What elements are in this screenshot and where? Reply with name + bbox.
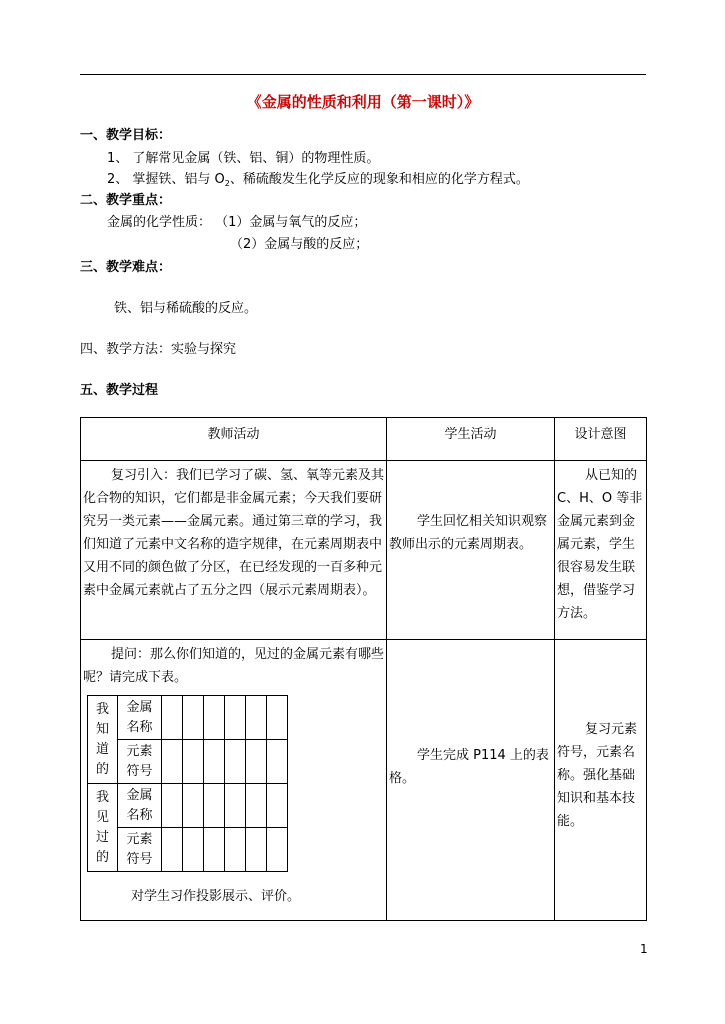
key-point-1: 金属的化学性质： （1）金属与氧气的反应； [107,215,367,230]
blank-cell[interactable] [267,784,288,828]
blank-cell[interactable] [246,740,267,784]
blank-cell[interactable] [183,828,204,872]
method-line: 四、教学方法：实验与探究 [80,342,237,357]
blank-cell[interactable] [183,696,204,740]
blank-cell[interactable] [225,828,246,872]
blank-cell[interactable] [204,828,225,872]
blank-cell[interactable] [204,740,225,784]
header-intent: 设计意图 [555,418,647,461]
document-title: 《金属的性质和利用（第一课时）》 [246,93,480,111]
blank-cell[interactable] [162,828,183,872]
blank-cell[interactable] [183,740,204,784]
inner-label-symbol: 元素符号 [118,740,162,784]
inner-label-symbol: 元素符号 [118,828,162,872]
objective-1: 1、 了解常见金属（铁、铝、铜）的物理性质。 [107,151,380,166]
header-teacher: 教师活动 [81,418,387,461]
blank-cell[interactable] [225,784,246,828]
blank-cell[interactable] [162,784,183,828]
blank-cell[interactable] [246,828,267,872]
blank-cell[interactable] [246,784,267,828]
difficulty-heading: 三、教学难点： [80,260,172,275]
blank-cell[interactable] [267,828,288,872]
objectives-heading: 一、教学目标： [80,128,172,143]
inner-group-know: 我知道的 [88,696,118,784]
blank-cell[interactable] [225,740,246,784]
blank-cell[interactable] [204,696,225,740]
inner-label-name: 金属名称 [118,784,162,828]
row2-intent: 复习元素符号，元素名称。强化基础知识和基本技能。 [555,640,647,921]
blank-cell[interactable] [183,784,204,828]
process-heading: 五、教学过程 [80,383,159,398]
difficulty-1: 铁、铝与稀硫酸的反应。 [114,301,258,316]
key-point-2: （2）金属与酸的反应； [230,237,369,252]
blank-cell[interactable] [204,784,225,828]
inner-group-seen: 我见过的 [88,784,118,872]
blank-cell[interactable] [162,740,183,784]
row1-student: 学生回忆相关知识观察教师出示的元素周期表。 [387,461,555,640]
metal-element-table [87,695,288,872]
blank-cell[interactable] [162,696,183,740]
blank-cell[interactable] [246,696,267,740]
process-table [80,417,647,921]
row1-teacher: 复习引入：我们已学习了碳、氢、氧等元素及其化合物的知识，它们都是非金属元素；今天我们要研究另一类元素——金属元素。通过第三章的学习，我们知道了元素中文名称的造字规律，在元素周期表中又用不同的颜色做了分区，在已经发现的一百多种元素中金属元素就占了五分之四（展示元素周期表）。 [81,461,387,640]
blank-cell[interactable] [267,696,288,740]
objective-2: 2、 掌握铁、铝与 $O_2$、稀硫酸发生化学反应的现象和相应的化学方程式。 [107,172,529,188]
blank-cell[interactable] [267,740,288,784]
row2-student: 学生完成 P114 上的表格。 [387,640,555,921]
row1-intent: 从已知的C、H、O 等非金属元素到金属元素，学生很容易发生联想，借鉴学习方法。 [555,461,647,640]
key-points-heading: 二、教学重点： [80,193,172,208]
row2-teacher: 提问：那么你们知道的，见过的金属元素有哪些呢？请完成下表。 我知道的 金属名称 元素符号 我见过的 金属名称 元素符号 对学生习作投影展示、评价。 [81,640,387,921]
blank-cell[interactable] [225,696,246,740]
header-student: 学生活动 [387,418,555,461]
page-number: 1 [640,942,648,956]
teacher-note: 对学生习作投影展示、评价。 [131,889,301,904]
inner-label-name: 金属名称 [118,696,162,740]
top-rule [80,74,646,75]
